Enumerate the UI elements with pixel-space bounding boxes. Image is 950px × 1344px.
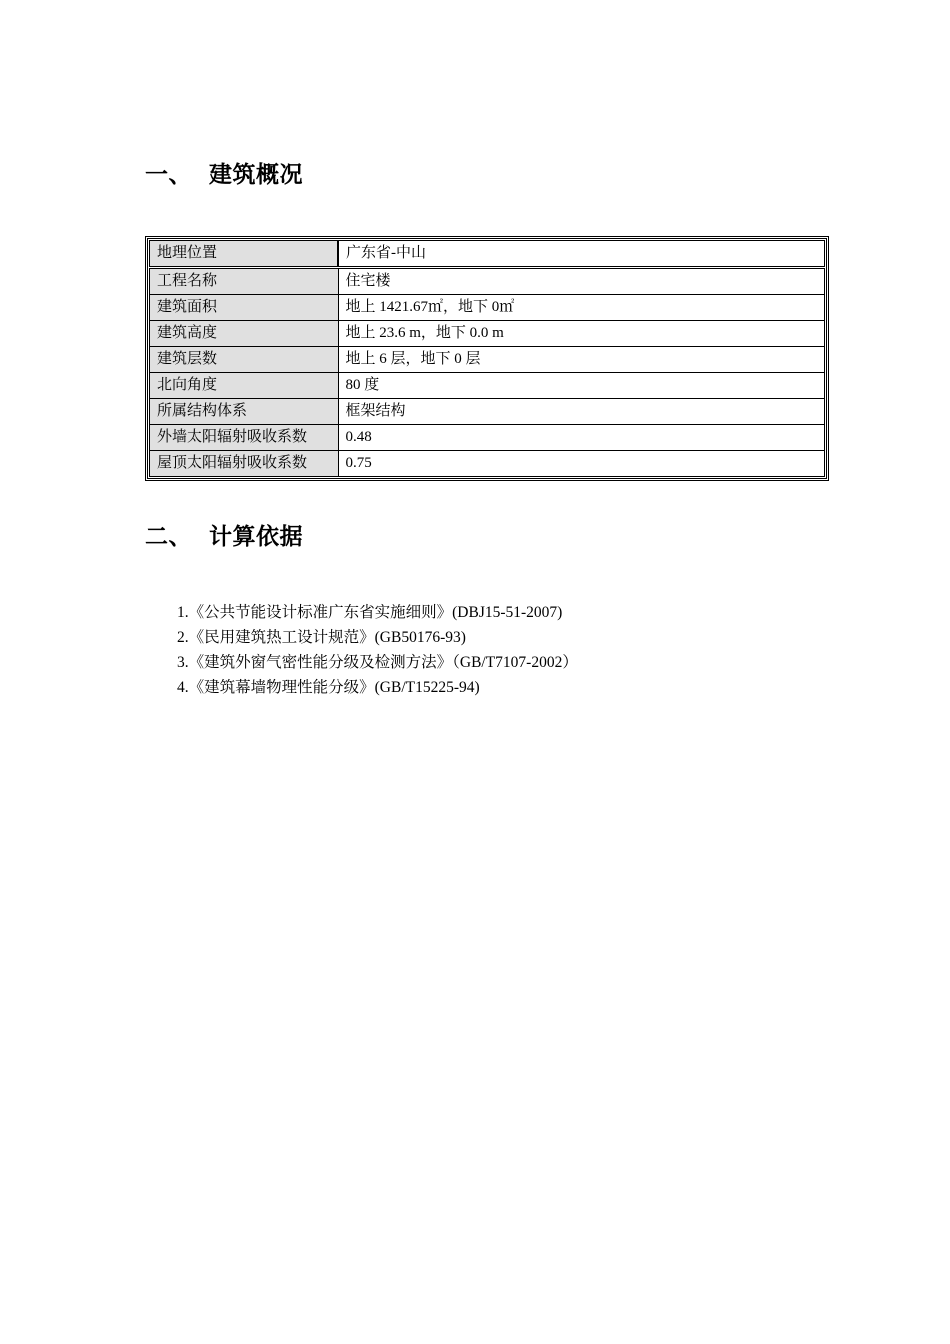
- row-label: 北向角度: [150, 373, 339, 399]
- row-label: 所属结构体系: [150, 399, 339, 425]
- table-row: [150, 373, 825, 399]
- section-title: 建筑概况: [209, 162, 303, 188]
- table-row: [150, 347, 825, 373]
- row-label: 外墙太阳辐射吸收系数: [150, 425, 339, 451]
- row-label: 建筑面积: [150, 295, 339, 321]
- section-heading-basis: [145, 518, 303, 551]
- section-number: 一、: [145, 162, 192, 188]
- row-label: 建筑高度: [150, 321, 339, 347]
- row-value: 广东省-中山: [338, 241, 825, 268]
- list-item: [177, 650, 578, 675]
- building-info-table: [145, 236, 829, 481]
- list-item-text: 《建筑外窗气密性能分级及检测方法》（GB/T7107-2002）: [188, 654, 578, 671]
- row-label: 地理位置: [150, 241, 339, 268]
- list-item-text: 《建筑幕墙物理性能分级》(GB/T15225-94): [188, 679, 480, 696]
- row-value: 0.48: [338, 425, 825, 451]
- list-item-index: 4.: [177, 679, 189, 696]
- list-item: [177, 675, 578, 700]
- table-row: [150, 425, 825, 451]
- row-value: 地上 1421.67㎡，地下 0㎡: [338, 295, 825, 321]
- row-value: 地上 6 层，地下 0 层: [338, 347, 825, 373]
- table-row: [150, 321, 825, 347]
- list-item: [177, 625, 578, 650]
- row-value: 地上 23.6 m，地下 0.0 m: [338, 321, 825, 347]
- row-value: 住宅楼: [338, 268, 825, 295]
- list-item-index: 1.: [177, 604, 189, 621]
- list-item-index: 3.: [177, 654, 189, 671]
- row-label: 工程名称: [150, 268, 339, 295]
- table-row: [150, 399, 825, 425]
- list-item-text: 《公共节能设计标准广东省实施细则》(DBJ15-51-2007): [188, 604, 563, 621]
- row-label: 建筑层数: [150, 347, 339, 373]
- table-row: [150, 268, 825, 295]
- table-row: [150, 451, 825, 477]
- list-item-text: 《民用建筑热工设计规范》(GB50176-93): [188, 629, 466, 646]
- table-row: [150, 295, 825, 321]
- row-label: 屋顶太阳辐射吸收系数: [150, 451, 339, 477]
- row-value: 0.75: [338, 451, 825, 477]
- list-item-index: 2.: [177, 629, 189, 646]
- section-heading-overview: [145, 156, 303, 189]
- row-value: 80 度: [338, 373, 825, 399]
- row-value: 框架结构: [338, 399, 825, 425]
- section-number: 二、: [145, 524, 192, 550]
- table-row: [150, 241, 825, 268]
- section-title: 计算依据: [209, 524, 303, 550]
- list-item: [177, 600, 578, 625]
- reference-list: [177, 600, 578, 700]
